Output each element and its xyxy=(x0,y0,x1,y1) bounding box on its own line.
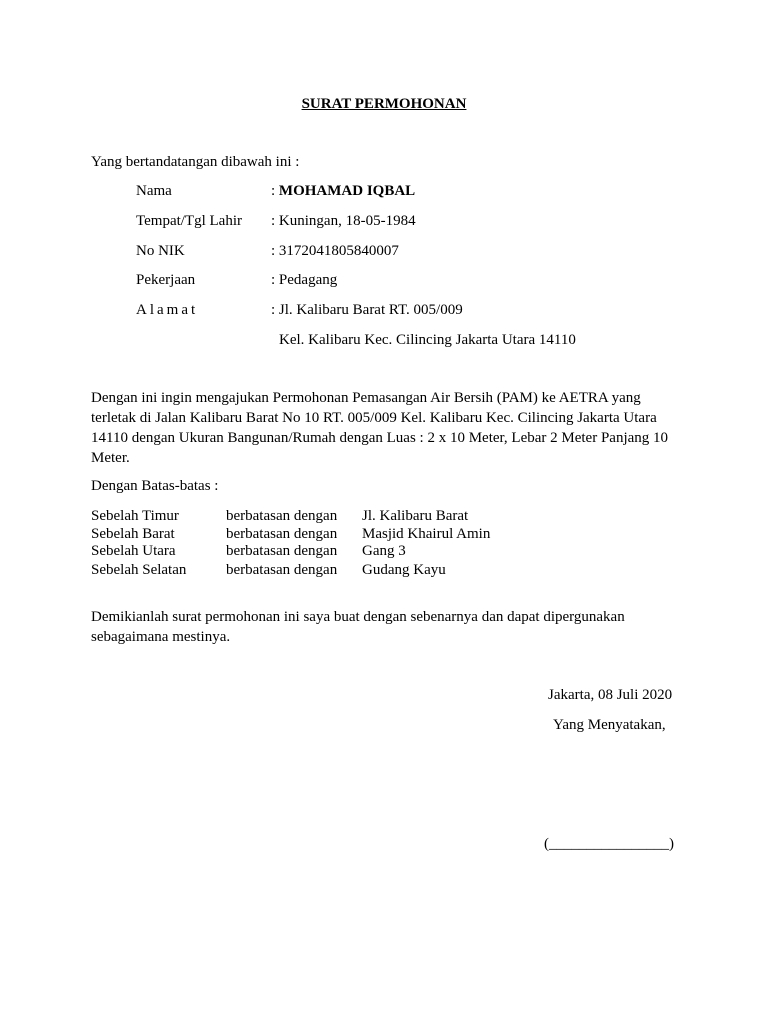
body-paragraph: Dengan ini ingin mengajukan Permohonan Pemasangan Air Bersih (PAM) ke AETRA yang terletak di Jalan Kalibaru Barat No 10 RT. 005/009 Kel. Kalibaru Kec. Cilincing Jakarta Utara 14110 dengan Ukuran Bangunan/Rumah dengan Luas : 2 x 10 Meter, Lebar 2 Meter Panjang 10 Meter. xyxy=(91,390,669,466)
intro-text: Yang bertandatangan dibawah ini : xyxy=(91,154,300,170)
nik-value: : 3172041805840007 xyxy=(271,243,399,259)
nik-label: No NIK xyxy=(136,243,185,259)
closing-paragraph: Demikianlah surat permohonan ini saya buat dengan sebenarnya dan dapat dipergunakan sebagaimana mestinya. xyxy=(91,609,625,645)
batas-side: Sebelah Selatan xyxy=(91,562,187,578)
batas-neighbor: Jl. Kalibaru Barat xyxy=(362,508,469,524)
alamat-value-line1: : Jl. Kalibaru Barat RT. 005/009 xyxy=(271,302,463,318)
batas-side: Sebelah Barat xyxy=(91,526,175,542)
batas-relation: berbatasan dengan xyxy=(226,508,338,524)
ttl-value: : Kuningan, 18-05-1984 xyxy=(271,213,416,229)
nama-separator: : xyxy=(271,183,276,199)
place-date: Jakarta, 08 Juli 2020 xyxy=(548,687,673,703)
batas-relation: berbatasan dengan xyxy=(226,526,338,542)
ttl-label: Tempat/Tgl Lahir xyxy=(136,213,242,229)
batas-neighbor: Gudang Kayu xyxy=(362,562,446,578)
batas-neighbor: Masjid Khairul Amin xyxy=(362,526,491,542)
batas-neighbor: Gang 3 xyxy=(362,543,406,559)
batas-heading: Dengan Batas-batas : xyxy=(91,478,219,494)
signature-line: (________________) xyxy=(544,836,674,852)
batas-side: Sebelah Utara xyxy=(91,543,176,559)
alamat-label: Alamat xyxy=(136,302,199,318)
alamat-value-line2: Kel. Kalibaru Kec. Cilincing Jakarta Utara 14110 xyxy=(279,332,576,348)
batas-relation: berbatasan dengan xyxy=(226,543,338,559)
nama-label: Nama xyxy=(136,183,172,199)
pekerjaan-label: Pekerjaan xyxy=(136,272,196,288)
nama-value xyxy=(271,182,415,200)
pekerjaan-value: : Pedagang xyxy=(271,272,338,288)
batas-side: Sebelah Timur xyxy=(91,508,179,524)
letter-title: SURAT PERMOHONAN xyxy=(301,96,467,112)
signatory-label: Yang Menyatakan, xyxy=(553,717,666,733)
nama-name: MOHAMAD IQBAL xyxy=(278,183,416,199)
batas-relation: berbatasan dengan xyxy=(226,562,338,578)
